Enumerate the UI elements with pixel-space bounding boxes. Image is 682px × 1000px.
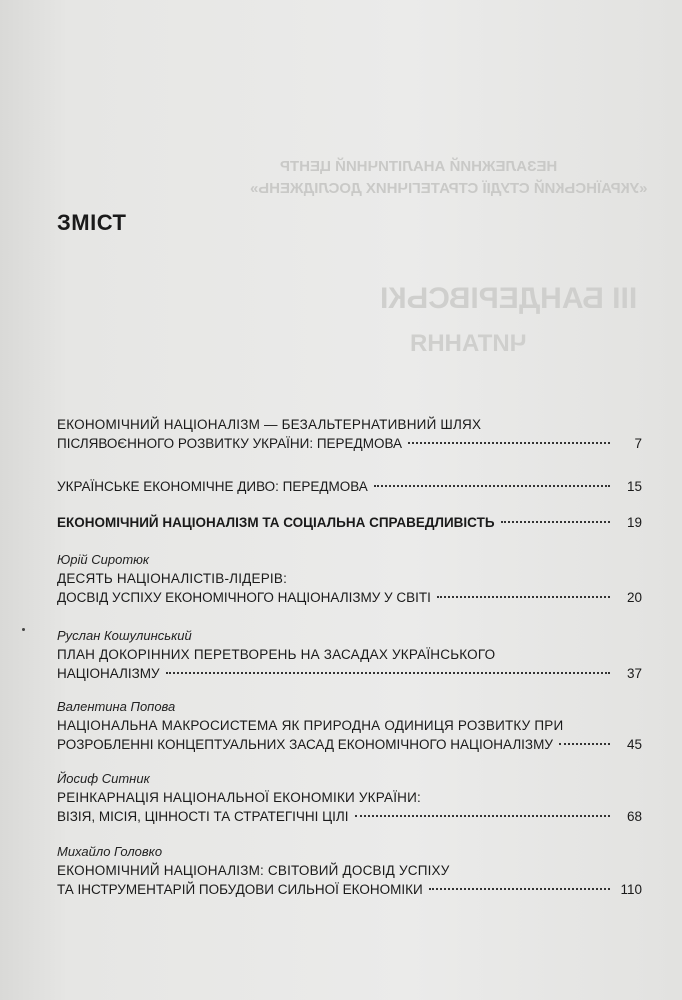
dot-leader	[437, 596, 610, 598]
page-number: 37	[626, 666, 642, 681]
toc-entry-title-line: ПЛАН ДОКОРІННИХ ПЕРЕТВОРЕНЬ НА ЗАСАДАХ УКРАЇНСЬКОГО	[57, 647, 496, 662]
dot-leader	[501, 521, 610, 523]
toc-entry-final-line	[57, 807, 642, 826]
dot-leader	[559, 743, 610, 745]
page-number: 19	[626, 515, 642, 530]
toc-entry[interactable]	[57, 551, 642, 607]
page-number: 45	[626, 737, 642, 752]
toc-entry-final-line	[57, 513, 642, 532]
author-name: Руслан Кошулинський	[57, 628, 192, 643]
bleed-through-text: ІІІ БАНДЕРІВСЬКІ	[380, 282, 638, 315]
page-number: 68	[626, 809, 642, 824]
author-name: Йосиф Ситник	[57, 771, 150, 786]
toc-entry-final-line	[57, 588, 642, 607]
toc-entry-title-line: ТА ІНСТРУМЕНТАРІЙ ПОБУДОВИ СИЛЬНОЇ ЕКОНОМІКИ	[57, 882, 423, 897]
toc-entry[interactable]	[57, 477, 642, 496]
toc-entry-title-line: ДОСВІД УСПІХУ ЕКОНОМІЧНОГО НАЦІОНАЛІЗМУ У СВІТІ	[57, 590, 431, 605]
toc-entry[interactable]	[57, 770, 642, 826]
bleed-through-text: ЧИТАННЯ	[410, 330, 527, 357]
toc-entry-title-line: ЕКОНОМІЧНИЙ НАЦІОНАЛІЗМ — БЕЗАЛЬТЕРНАТИВНИЙ ШЛЯХ	[57, 417, 482, 432]
dot-leader	[374, 485, 610, 487]
bleed-through-text: НЕЗАЛЕЖНИЙ АНАЛІТИЧНИЙ ЦЕНТР	[280, 158, 558, 175]
toc-entry[interactable]	[57, 415, 642, 453]
page-number: 20	[626, 590, 642, 605]
toc-entry-title-line: РЕІНКАРНАЦІЯ НАЦІОНАЛЬНОЇ ЕКОНОМІКИ УКРАЇНИ:	[57, 790, 421, 805]
page-speck	[22, 628, 25, 631]
dot-leader	[429, 888, 610, 890]
author-name: Михайло Головко	[57, 844, 163, 859]
toc-section-title: ЕКОНОМІЧНИЙ НАЦІОНАЛІЗМ ТА СОЦІАЛЬНА СПРАВЕДЛИВІСТЬ	[57, 515, 495, 530]
toc-entry[interactable]	[57, 698, 642, 754]
toc-entry-final-line	[57, 880, 642, 899]
author-name: Юрій Сиротюк	[57, 552, 150, 567]
toc-entry-final-line	[57, 664, 642, 683]
page-number: 15	[626, 479, 642, 494]
author-name: Валентина Попова	[57, 699, 176, 714]
toc-entry-title-line: РОЗРОБЛЕННІ КОНЦЕПТУАЛЬНИХ ЗАСАД ЕКОНОМІЧНОГО НАЦІОНАЛІЗМУ	[57, 737, 553, 752]
toc-entry-title-line: ВІЗІЯ, МІСІЯ, ЦІННОСТІ ТА СТРАТЕГІЧНІ ЦІЛІ	[57, 809, 349, 824]
page-number: 7	[634, 436, 642, 451]
toc-entry[interactable]	[57, 843, 642, 899]
toc-entry[interactable]	[57, 627, 642, 683]
toc-entry-title-line: ПІСЛЯВОЄННОГО РОЗВИТКУ УКРАЇНИ: ПЕРЕДМОВА	[57, 436, 403, 451]
toc-entry-title-line: ДЕСЯТЬ НАЦІОНАЛІСТІВ-ЛІДЕРІВ:	[57, 571, 288, 586]
toc-entry-title-line: ЕКОНОМІЧНИЙ НАЦІОНАЛІЗМ: СВІТОВИЙ ДОСВІД УСПІХУ	[57, 863, 450, 878]
toc-entry-title-line: НАЦІОНАЛІЗМУ	[57, 666, 160, 681]
toc-entry-title-line: УКРАЇНСЬКЕ ЕКОНОМІЧНЕ ДИВО: ПЕРЕДМОВА	[57, 479, 368, 494]
toc-section-entry[interactable]	[57, 513, 642, 532]
dot-leader	[355, 815, 610, 817]
toc-entry-final-line	[57, 735, 642, 754]
page-title: ЗМІСТ	[57, 210, 127, 235]
toc-entry-final-line	[57, 434, 642, 453]
toc-entry-final-line	[57, 477, 642, 496]
page-number: 110	[620, 882, 642, 897]
bleed-through-text: «УКРАЇНСЬКИЙ СТУДІЇ СТРАТЕГІЧНИХ ДОСЛІДЖЕНЬ»	[250, 180, 648, 197]
dot-leader	[166, 672, 610, 674]
dot-leader	[408, 442, 610, 444]
toc-entry-title-line: НАЦІОНАЛЬНА МАКРОСИСТЕМА ЯК ПРИРОДНА ОДИНИЦЯ РОЗВИТКУ ПРИ	[57, 718, 564, 733]
